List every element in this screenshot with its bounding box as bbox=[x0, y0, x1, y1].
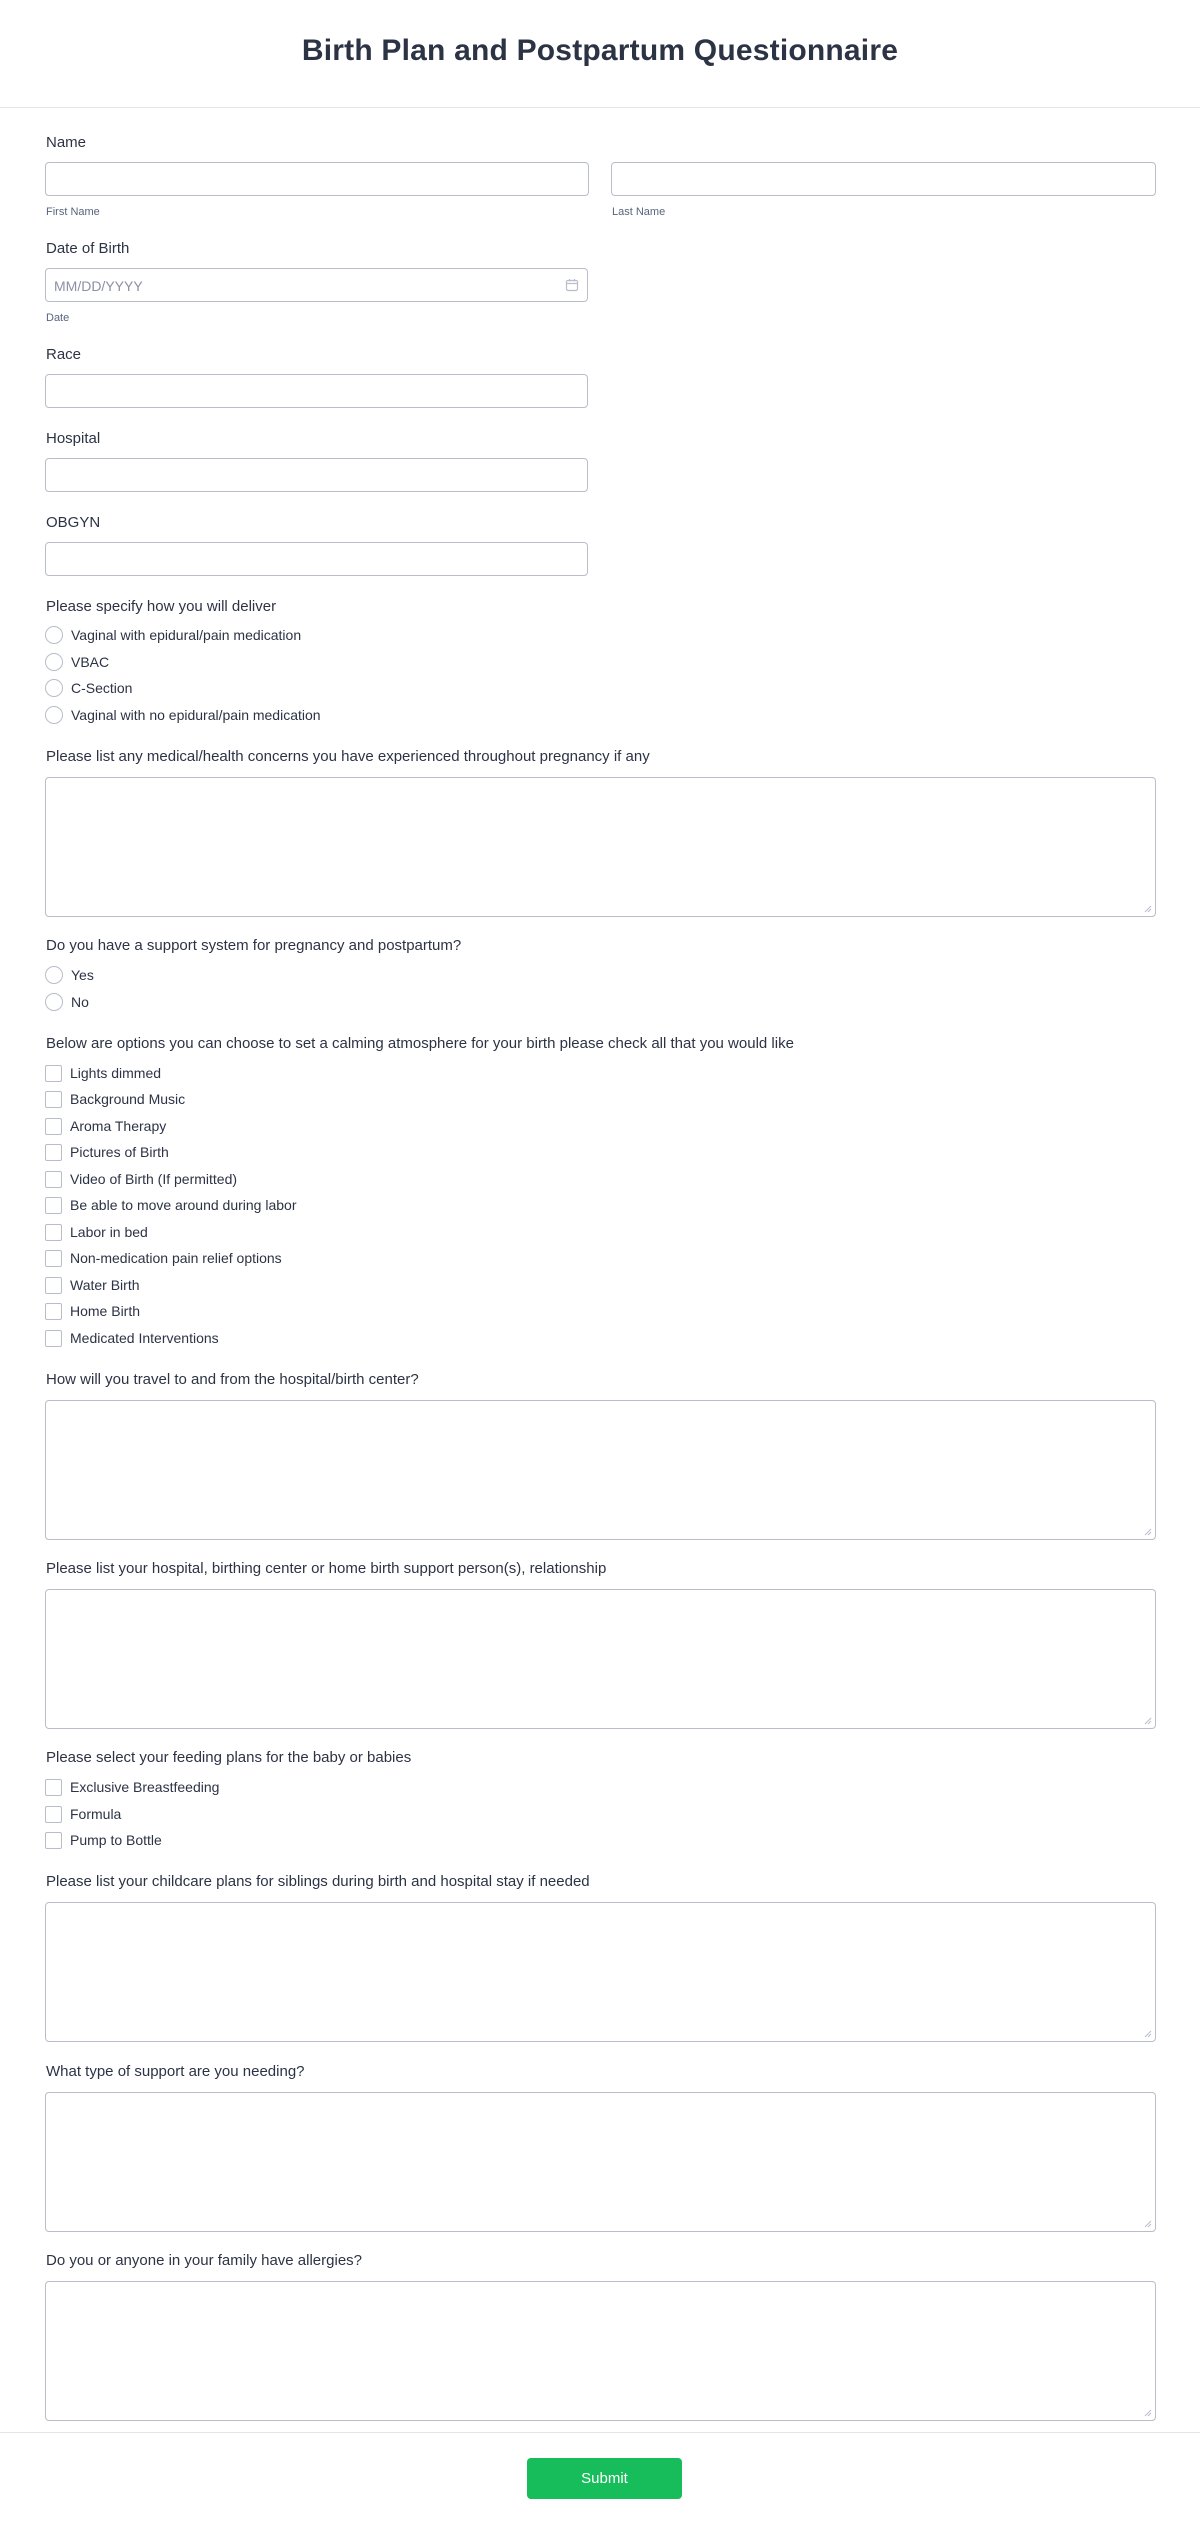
travel-textarea[interactable] bbox=[45, 1400, 1156, 1540]
resize-handle-icon[interactable] bbox=[1144, 2409, 1152, 2417]
allergies-label: Do you or anyone in your family have allergies? bbox=[46, 2252, 363, 2269]
resize-handle-icon[interactable] bbox=[1144, 1717, 1152, 1725]
concerns-textarea[interactable] bbox=[45, 777, 1156, 917]
radio-button[interactable] bbox=[45, 706, 63, 724]
atmosphere-option[interactable]: Background Music bbox=[45, 1089, 185, 1109]
hospital-label: Hospital bbox=[46, 430, 101, 447]
obgyn-input[interactable] bbox=[45, 542, 588, 576]
resize-handle-icon[interactable] bbox=[1144, 2030, 1152, 2038]
page-title: Birth Plan and Postpartum Questionnaire bbox=[301, 34, 899, 67]
travel-label: How will you travel to and from the hospital/birth center? bbox=[46, 1371, 419, 1388]
dob-label: Date of Birth bbox=[46, 240, 130, 257]
checkbox[interactable] bbox=[45, 1171, 62, 1188]
atmosphere-option[interactable]: Home Birth bbox=[45, 1301, 140, 1321]
race-input[interactable] bbox=[45, 374, 588, 408]
childcare-label: Please list your childcare plans for siblings during birth and hospital stay if needed bbox=[46, 1873, 590, 1890]
support-type-label: What type of support are you needing? bbox=[46, 2063, 305, 2080]
feeding-option[interactable]: Exclusive Breastfeeding bbox=[45, 1777, 219, 1797]
delivery-option[interactable]: Vaginal with no epidural/pain medication bbox=[45, 705, 321, 725]
support-system-label: Do you have a support system for pregnancy and postpartum? bbox=[46, 937, 462, 954]
checkbox[interactable] bbox=[45, 1832, 62, 1849]
checkbox[interactable] bbox=[45, 1065, 62, 1082]
checkbox[interactable] bbox=[45, 1806, 62, 1823]
feeding-label: Please select your feeding plans for the baby or babies bbox=[46, 1749, 412, 1766]
radio-button[interactable] bbox=[45, 626, 63, 644]
atmosphere-option[interactable]: Lights dimmed bbox=[45, 1063, 161, 1083]
checkbox[interactable] bbox=[45, 1779, 62, 1796]
submit-button[interactable]: Submit bbox=[527, 2458, 682, 2499]
delivery-option[interactable]: VBAC bbox=[45, 652, 109, 672]
atmosphere-option[interactable]: Video of Birth (If permitted) bbox=[45, 1169, 237, 1189]
checkbox[interactable] bbox=[45, 1118, 62, 1135]
checkbox[interactable] bbox=[45, 1303, 62, 1320]
support-system-option[interactable]: Yes bbox=[45, 965, 94, 985]
checkbox[interactable] bbox=[45, 1224, 62, 1241]
obgyn-label: OBGYN bbox=[46, 514, 101, 531]
dob-sublabel: Date bbox=[46, 312, 70, 324]
name-label: Name bbox=[46, 134, 87, 151]
atmosphere-option[interactable]: Medicated Interventions bbox=[45, 1328, 219, 1348]
radio-button[interactable] bbox=[45, 993, 63, 1011]
checkbox[interactable] bbox=[45, 1197, 62, 1214]
last-name-input[interactable] bbox=[611, 162, 1156, 196]
atmosphere-option[interactable]: Labor in bed bbox=[45, 1222, 148, 1242]
resize-handle-icon[interactable] bbox=[1144, 2220, 1152, 2228]
hospital-input[interactable] bbox=[45, 458, 588, 492]
radio-button[interactable] bbox=[45, 966, 63, 984]
radio-button[interactable] bbox=[45, 653, 63, 671]
checkbox[interactable] bbox=[45, 1091, 62, 1108]
first-name-sublabel: First Name bbox=[46, 206, 100, 218]
resize-handle-icon[interactable] bbox=[1144, 1528, 1152, 1536]
delivery-label: Please specify how you will deliver bbox=[46, 598, 277, 615]
calendar-icon[interactable] bbox=[565, 278, 579, 292]
race-label: Race bbox=[46, 346, 82, 363]
support-system-option[interactable]: No bbox=[45, 992, 89, 1012]
first-name-input[interactable] bbox=[45, 162, 589, 196]
delivery-option[interactable]: Vaginal with epidural/pain medication bbox=[45, 625, 301, 645]
atmosphere-label: Below are options you can choose to set a calming atmosphere for your birth please check all that you would like bbox=[46, 1035, 794, 1052]
atmosphere-option[interactable]: Be able to move around during labor bbox=[45, 1195, 296, 1215]
form-header bbox=[0, 0, 1200, 108]
atmosphere-option[interactable]: Water Birth bbox=[45, 1275, 140, 1295]
atmosphere-option[interactable]: Aroma Therapy bbox=[45, 1116, 166, 1136]
support-persons-textarea[interactable] bbox=[45, 1589, 1156, 1729]
feeding-option[interactable]: Formula bbox=[45, 1804, 121, 1824]
radio-button[interactable] bbox=[45, 679, 63, 697]
support-persons-label: Please list your hospital, birthing center or home birth support person(s), relationship bbox=[46, 1560, 607, 1577]
checkbox[interactable] bbox=[45, 1144, 62, 1161]
dob-input[interactable] bbox=[45, 268, 588, 302]
concerns-label: Please list any medical/health concerns you have experienced throughout pregnancy if any bbox=[46, 748, 650, 765]
resize-handle-icon[interactable] bbox=[1144, 905, 1152, 913]
feeding-option[interactable]: Pump to Bottle bbox=[45, 1830, 162, 1850]
checkbox[interactable] bbox=[45, 1330, 62, 1347]
atmosphere-option[interactable]: Non-medication pain relief options bbox=[45, 1248, 282, 1268]
allergies-textarea[interactable] bbox=[45, 2281, 1156, 2421]
childcare-textarea[interactable] bbox=[45, 1902, 1156, 2042]
atmosphere-option[interactable]: Pictures of Birth bbox=[45, 1142, 169, 1162]
support-type-textarea[interactable] bbox=[45, 2092, 1156, 2232]
last-name-sublabel: Last Name bbox=[612, 206, 666, 218]
dob-placeholder: MM/DD/YYYY bbox=[54, 278, 143, 294]
checkbox[interactable] bbox=[45, 1277, 62, 1294]
checkbox[interactable] bbox=[45, 1250, 62, 1267]
delivery-option[interactable]: C-Section bbox=[45, 678, 132, 698]
